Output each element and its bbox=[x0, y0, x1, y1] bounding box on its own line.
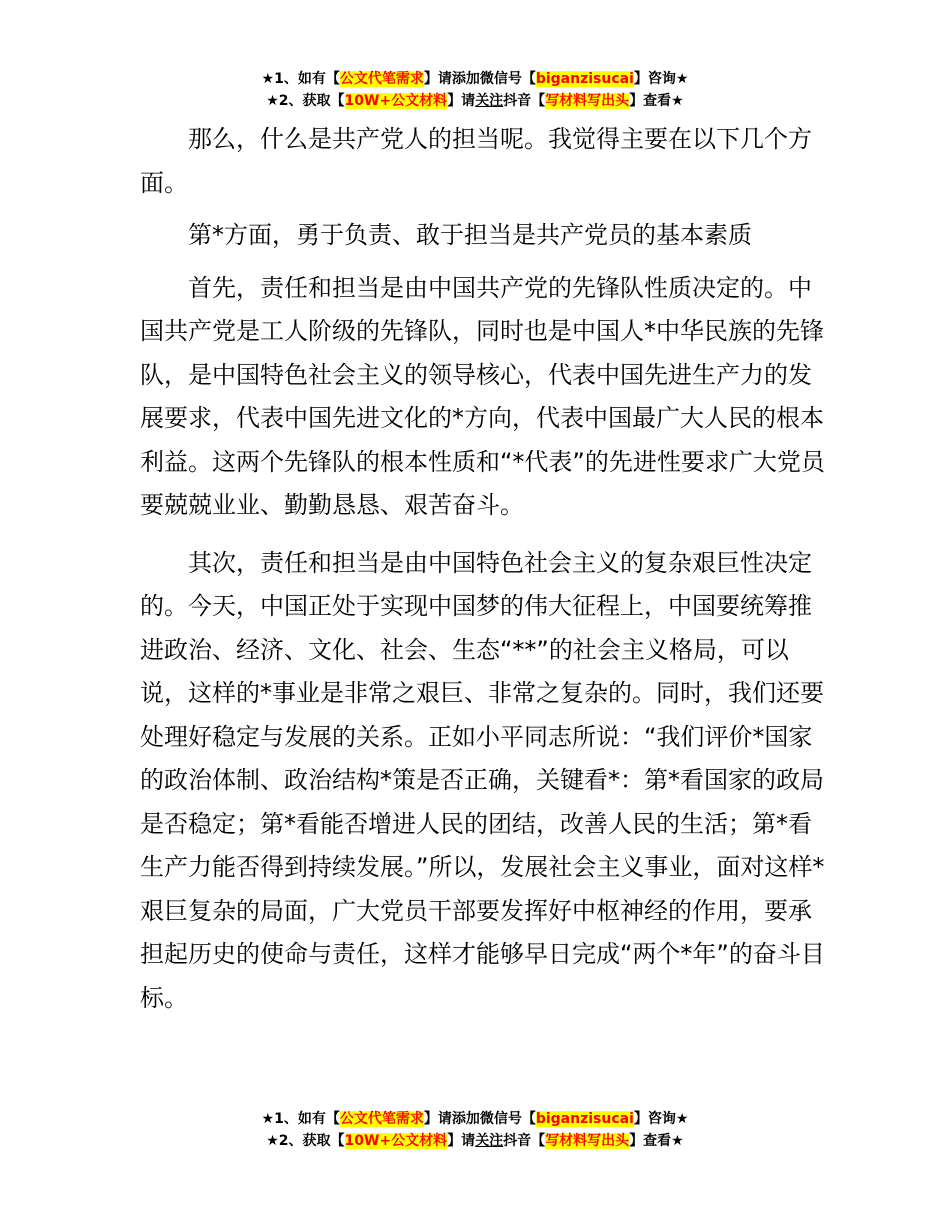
banner-text: 抖音【 bbox=[503, 93, 546, 109]
banner-text: 微信号【 bbox=[479, 1111, 536, 1127]
highlight-wechat-id: biganzisucai bbox=[535, 1111, 634, 1127]
banner-text: 】咨询★ bbox=[633, 1111, 689, 1127]
section-heading: 第*方面，勇于负责、敢于担当是共产党员的基本素质 bbox=[188, 221, 752, 249]
banner-text: 微信号【 bbox=[479, 71, 536, 87]
banner-text: 】请添 bbox=[423, 71, 466, 87]
banner-text: 】查看★ bbox=[629, 93, 684, 109]
banner-emphasis: 加 bbox=[465, 1111, 480, 1127]
paragraph: 那么，什么是共产党人的担当呢。我觉得主要在以下几个方面。 bbox=[140, 125, 812, 197]
banner-text: ★1、如有【 bbox=[261, 71, 340, 87]
header-banner bbox=[0, 68, 950, 112]
banner-underlined: 关注 bbox=[475, 1133, 504, 1149]
banner-line-1 bbox=[0, 68, 950, 90]
banner-line-2 bbox=[0, 1130, 950, 1152]
banner-underlined: 关注 bbox=[475, 93, 504, 109]
footer-banner bbox=[0, 1108, 950, 1152]
banner-line-2 bbox=[0, 90, 950, 112]
banner-text: ★1、如有【 bbox=[261, 1111, 340, 1127]
banner-text: 抖音【 bbox=[503, 1133, 546, 1149]
banner-text: ★2、获取【 bbox=[266, 93, 345, 109]
banner-text: 】查看★ bbox=[629, 1133, 684, 1149]
highlight-materials: 10W+公文材料 bbox=[344, 93, 448, 109]
banner-emphasis: 加 bbox=[465, 71, 480, 87]
highlight-service: 公文代笔需求 bbox=[339, 1111, 424, 1127]
paragraph: 其次，责任和担当是由中国特色社会主义的复杂艰巨性决定的。今天，中国正处于实现中国梦的伟大征程上，中国要统筹推进政治、经济、文化、社会、生态“**”的社会主义格局，可以说，这样的*事业是非常之艰巨、非常之复杂的。同时，我们还要处理好稳定与发展的关系。正如小平同志所说：“我们评价*国家的政治体制、政治结构*策是否正确，关键看*：第*看国家的政局是否稳定；第*看能否增进人民的团结，改善人民的生活；第*看生产力能否得到持续发展。”所以，发展社会主义事业，面对这样*艰巨复杂的局面，广大党员干部要发挥好中枢神经的作用，要承担起历史的使命与责任，这样才能够早日完成“两个*年”的奋斗目标。 bbox=[140, 548, 825, 1012]
highlight-service: 公文代笔需求 bbox=[339, 71, 424, 87]
highlight-douyin: 写材料写出头 bbox=[545, 1133, 630, 1149]
banner-text: 】请 bbox=[447, 93, 476, 109]
highlight-douyin: 写材料写出头 bbox=[545, 93, 630, 109]
document-body bbox=[140, 118, 830, 1020]
banner-text: ★2、获取【 bbox=[266, 1133, 345, 1149]
paragraph: 首先，责任和担当是由中国共产党的先锋队性质决定的。中国共产党是工人阶级的先锋队，同时也是中国人*中华民族的先锋队，是中国特色社会主义的领导核心，代表中国先进生产力的发展要求，代表中国先进文化的*方向，代表中国最广大人民的根本利益。这两个先锋队的根本性质和“*代表”的先进性要求广大党员要兢兢业业、勤勤恳恳、艰苦奋斗。 bbox=[140, 273, 825, 519]
highlight-wechat-id: biganzisucai bbox=[535, 71, 634, 87]
highlight-materials: 10W+公文材料 bbox=[344, 1133, 448, 1149]
banner-text: 】请 bbox=[447, 1133, 476, 1149]
banner-text: 】咨询★ bbox=[633, 71, 689, 87]
banner-line-1 bbox=[0, 1108, 950, 1130]
banner-text: 】请添 bbox=[423, 1111, 466, 1127]
